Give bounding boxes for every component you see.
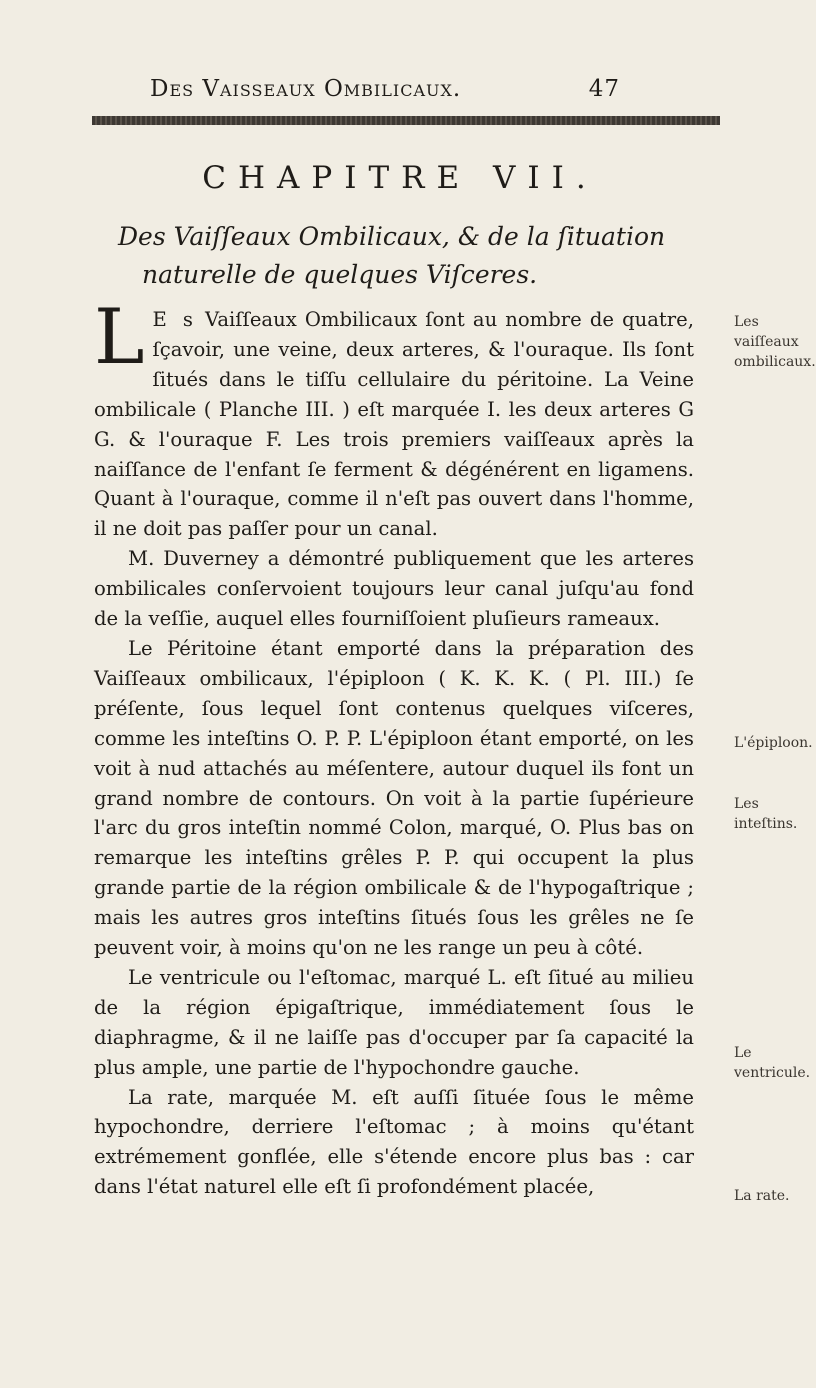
paragraph-4: Le ventricule ou l'eſtomac, marqué L. eſt ſitué au milieu de la région épigaſtrique, immédiatement ſous le diaphragme, & il ne laiſſe pas d'occuper par ſa capacité la plus ample, une partie de l'hypochondre gauche. xyxy=(94,965,694,1079)
running-title: Des Vaisseaux Ombilicaux. xyxy=(150,76,462,102)
body-text xyxy=(94,292,694,1202)
chapter-title-line-1: Des Vaiſſeaux Ombilicaux, & de la ſituation xyxy=(118,222,666,251)
chapter-heading: CHAPITRE VII. xyxy=(202,160,598,196)
margin-note-ventricule: Le ventricule. xyxy=(734,1045,811,1081)
ornamental-rule xyxy=(92,116,720,125)
paragraph-3: Le Péritoine étant emporté dans la préparation des Vaiſſeaux ombilicaux, l'épiploon ( K. K. K. ( Pl. III.) ſe préſente, ſous lequel ſont contenus quelques viſceres, comme les inteſtins O. P. P. L'épiploon étant emporté, on les voit à nud attachés au méſentere, autour duquel ils font un grand nombre de contours. On voit à la partie ſupérieure l'arc du gros inteſtin nommé Colon, marqué, O. Plus bas on remarque les inteſtins grêles P. P. qui occupent la plus grande partie de la région ombilicale & de l'hypogaſtrique ; mais les autres gros inteſtins ſitués ſous les grêles ne ſe peuvent voir, à moins qu'on ne les range un peu à côté. xyxy=(94,636,694,960)
paragraph-2: M. Duverney a démontré publiquement que les arteres ombilicales conſervoient toujours leur canal juſqu'au fond de la veſſie, auquel elles fourniſſoient pluſieurs rameaux. xyxy=(94,547,694,631)
chapter-title xyxy=(118,218,708,294)
page-number: 47 xyxy=(588,76,620,102)
paragraph-1 xyxy=(94,292,694,544)
first-word: E s xyxy=(152,308,197,331)
paragraph-1-text: Vaiſſeaux Ombilicaux ſont au nombre de quatre, ſçavoir, une veine, deux arteres, & l'ouraque. Ils ſont ſitués dans le tiſſu cellulaire du péritoine. La Veine ombilicale ( Planche III. ) eſt marquée I. les deux arteres G G. & l'ouraque F. Les trois premiers vaiſſeaux après la naiſſance de l'enfant ſe ferment & dégénérent en ligamens. Quant à l'ouraque, comme il n'eſt pas ouvert dans l'homme, il ne doit pas paſſer pour un canal. xyxy=(94,308,694,541)
margin-note-intestins: Les inteſtins. xyxy=(734,796,798,832)
margin-note-rate: La rate. xyxy=(734,1188,790,1204)
drop-cap: L xyxy=(94,292,145,381)
margin-note-epiploon: L'épiploon. xyxy=(734,735,813,751)
running-head xyxy=(150,76,620,102)
chapter-title-line-2: naturelle de quelques Viſceres. xyxy=(142,260,538,289)
margin-note-vaisseaux: Les vaiſſeaux ombilicaux. xyxy=(734,314,816,370)
paragraph-5: La rate, marquée M. eſt auſſi ſituée ſous le même hypochondre, derriere l'eſtomac ; à moins qu'étant extrémement gonflée, elle s'étende encore plus bas : car dans l'état naturel elle eſt ſi profondément placée, xyxy=(94,1085,694,1199)
